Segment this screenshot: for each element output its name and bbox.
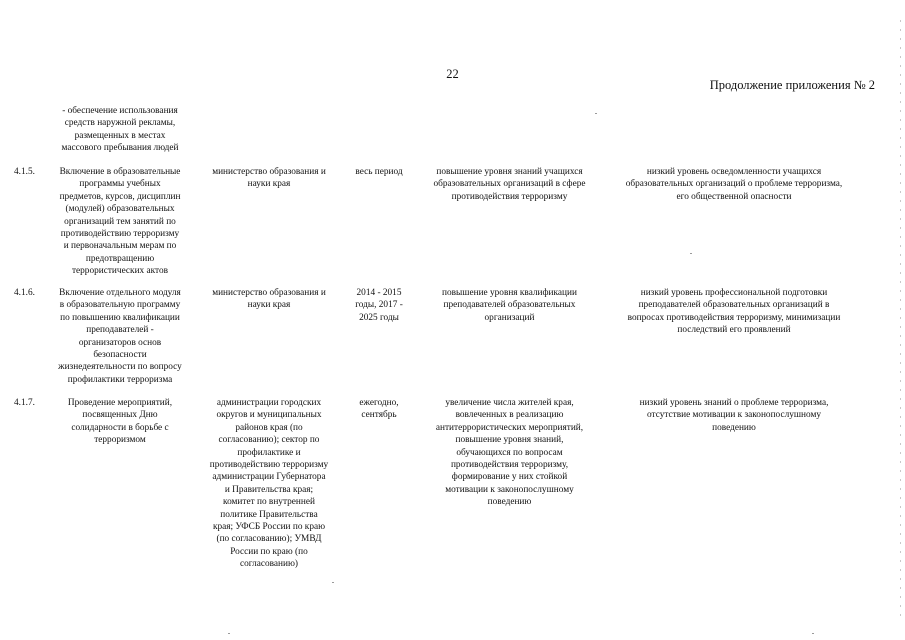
scan-edge-mark: [900, 20, 901, 620]
text-line: посвященных Дню: [82, 410, 158, 421]
scan-speck: [690, 253, 692, 254]
text-line: 2025 годы: [359, 312, 399, 323]
text-line: преподавателей образовательных: [443, 300, 576, 311]
scan-speck: [228, 633, 230, 634]
text-line: вовлеченных в реализацию: [455, 410, 564, 421]
page-number: 22: [446, 67, 459, 81]
text-line: по повышению квалификации: [60, 312, 180, 323]
result-cell: [412, 287, 607, 324]
text-line: образовательных организаций о проблеме терроризма,: [625, 179, 843, 190]
period-cell: [345, 166, 413, 178]
text-line: края; УФСБ России по краю: [212, 522, 326, 533]
result-cell: [412, 166, 607, 203]
text-line: повышение уровня знаний учащихся: [436, 167, 583, 177]
text-line: (модулей) образовательных: [65, 204, 175, 215]
text-line: противодействия терроризму,: [450, 460, 569, 471]
text-line: противодействию терроризму: [60, 229, 180, 240]
text-line: России по краю (по: [230, 546, 308, 557]
text-line: предотвращению: [85, 253, 155, 264]
text-line: увеличение числа жителей края,: [445, 398, 574, 408]
text-line: профилактики терроризма: [67, 374, 173, 385]
text-line: организаций: [484, 312, 535, 323]
text-line: противодействия терроризму: [451, 191, 568, 202]
text-line: солидарности в борьбе с: [71, 422, 169, 433]
text-line: годы, 2017 -: [355, 300, 403, 311]
text-line: - обеспечение использования: [62, 106, 178, 116]
text-line: сентябрь: [361, 410, 397, 421]
text-line: обучающихся по вопросам: [456, 447, 563, 458]
text-line: отсутствие мотивации к законопослушному: [647, 410, 821, 421]
text-line: жизнедеятельности по вопросу: [58, 362, 182, 373]
text-line: повышение уровня знаний,: [455, 435, 564, 446]
text-line: последствий его проявлений: [677, 325, 791, 336]
text-line: (по согласованию); УМВД: [216, 534, 322, 545]
continued-measure-cell: [40, 105, 200, 155]
text-line: образовательных организаций в сфере: [433, 179, 586, 190]
text-line: предметов, курсов, дисциплин: [59, 191, 181, 202]
problem-cell: [600, 397, 868, 434]
period-cell: [345, 397, 413, 422]
text-line: поведению: [487, 497, 532, 508]
text-line: низкий уровень знаний о проблеме терроризма,: [639, 398, 829, 408]
text-line: науки края: [247, 300, 291, 311]
text-line: размещенных в местах: [74, 130, 166, 141]
text-line: администрации городских: [216, 398, 322, 408]
text-line: преподавателей образовательных организаций в: [638, 300, 830, 311]
text-line: профилактике и: [237, 447, 301, 458]
text-line: противодействию терроризму: [209, 460, 329, 471]
text-line: комитет по внутренней: [223, 497, 315, 508]
scan-speck: [595, 113, 597, 114]
period-cell: [345, 287, 413, 324]
row-number: 4.1.6.: [14, 288, 35, 298]
text-line: ежегодно,: [359, 398, 399, 408]
executor-cell: [196, 287, 342, 312]
text-line: терроризмом: [94, 435, 146, 446]
text-line: организаций тем занятий по: [64, 216, 176, 227]
text-line: массового пребывания людей: [61, 143, 179, 154]
text-line: администрации Губернатора: [212, 472, 326, 483]
appendix-title: Продолжение приложения № 2: [709, 78, 875, 92]
text-line: поведению: [712, 422, 756, 433]
text-line: антитеррористических мероприятий,: [435, 422, 584, 433]
text-line: политике Правительства: [220, 509, 318, 520]
text-line: в образовательную программу: [59, 300, 181, 311]
text-line: Включение отдельного модуля: [59, 288, 181, 298]
text-line: и Правительства края;: [224, 484, 314, 495]
text-line: повышение уровня квалификации: [442, 288, 577, 298]
text-line: согласованию); сектор по: [218, 435, 320, 446]
text-line: Проведение мероприятий,: [67, 398, 173, 408]
text-line: согласованию): [239, 559, 299, 570]
text-line: министерство образования и: [212, 167, 326, 177]
text-line: безопасности: [93, 350, 147, 361]
problem-cell: [600, 287, 868, 337]
text-line: его общественной опасности: [676, 191, 792, 202]
text-line: формирование у них стойкой: [451, 472, 568, 483]
executor-cell: [196, 397, 342, 571]
text-line: министерство образования и: [212, 288, 326, 298]
text-line: низкий уровень профессиональной подготовки: [640, 288, 828, 298]
row-number: 4.1.5.: [14, 167, 35, 177]
text-line: Включение в образовательные: [59, 167, 181, 177]
scan-speck: [332, 582, 334, 583]
text-line: районов края (по: [235, 422, 303, 433]
row-number: 4.1.7.: [14, 398, 35, 408]
scan-speck: [812, 633, 814, 634]
text-line: организаторов основ: [78, 337, 162, 348]
measure-cell: [40, 287, 200, 386]
problem-cell: [600, 166, 868, 203]
text-line: программы учебных: [79, 179, 161, 190]
text-line: округов и муниципальных: [216, 410, 322, 421]
text-line: низкий уровень осведомленности учащихся: [646, 167, 822, 177]
measure-cell: [40, 397, 200, 447]
executor-cell: [196, 166, 342, 191]
text-line: науки края: [247, 179, 291, 190]
text-line: террористических актов: [71, 266, 169, 277]
measure-cell: [40, 166, 200, 278]
text-line: весь период: [355, 167, 403, 177]
text-line: и первоначальным мерам по: [63, 241, 177, 252]
text-line: вопросах противодействия терроризму, минимизации: [627, 312, 841, 323]
text-line: 2014 - 2015: [356, 288, 402, 298]
text-line: средств наружной рекламы,: [64, 118, 176, 129]
result-cell: [412, 397, 607, 509]
text-line: преподавателей -: [86, 325, 154, 336]
text-line: мотивации к законопослушному: [445, 484, 574, 495]
